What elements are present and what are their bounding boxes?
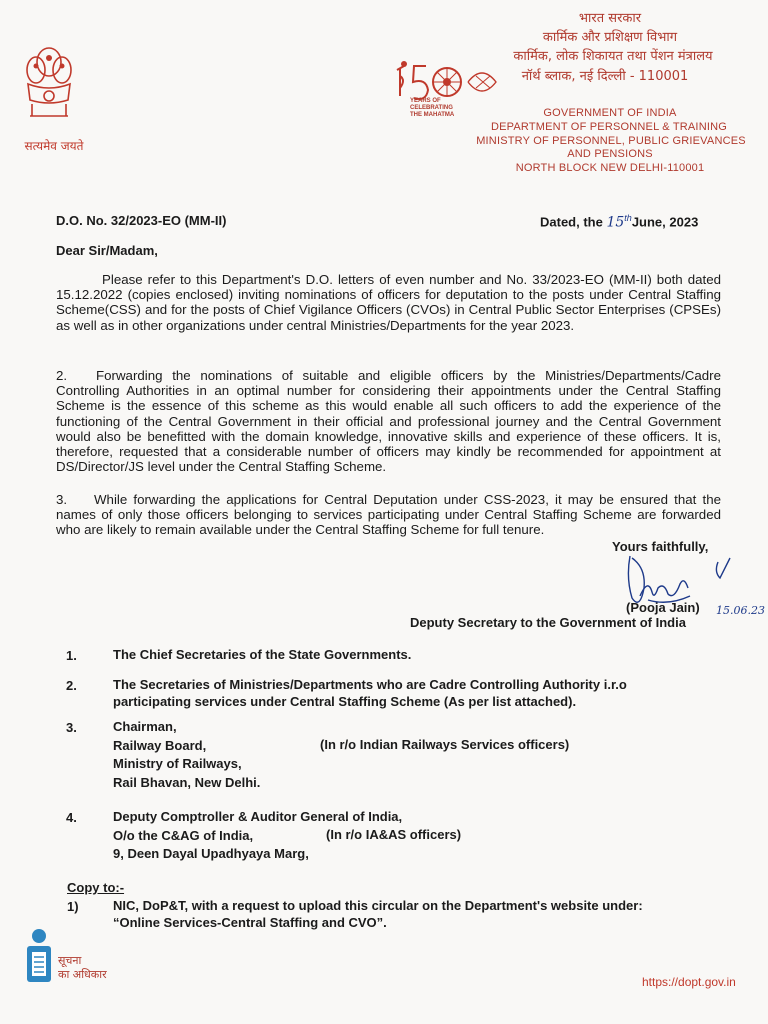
handwritten-date-day: 15 <box>606 214 625 231</box>
paragraph-2: 2. Forwarding the nominations of suitable and eligible officers by the Ministries/Departments/Cadre Controlling Authorities in an optimal number for considering their appointments under the Central Staffing Scheme is the essence of this scheme as this would enable all such officers to add the experience of the functioning of the Central Government in their official and professional journey and the Central Government would also be benefitted with the domain knowledge, innovative skills and experience of these officers. It is, therefore, requested that a considerable number of officers may kindly be recommended for appointment at DS/Director/JS level under the Central Staffing Scheme. <box>56 368 721 474</box>
addressee-2-number: 2. <box>66 678 77 693</box>
emblem-motto: सत्यमेव जयते <box>24 139 84 153</box>
addressee-3-note: (In r/o Indian Railways Services officers) <box>320 737 570 752</box>
english-department-title: DEPARTMENT OF PERSONNEL & TRAINING <box>490 121 727 133</box>
addressee-4: Deputy Comptroller & Auditor General of India, O/o the C&AG of India, 9, Deen Dayal Upadhyaya Marg, <box>113 809 403 861</box>
closing: Yours faithfully, <box>612 539 709 554</box>
copy-to-heading: Copy to:- <box>67 880 125 895</box>
signatory-designation: Deputy Secretary to the Government of India <box>410 615 686 630</box>
hindi-department-title: कार्मिक और प्रशिक्षण विभाग <box>542 30 678 45</box>
addressee-1-number: 1. <box>66 648 77 663</box>
english-govt-title: GOVERNMENT OF INDIA <box>543 107 677 119</box>
addressee-4-note: (In r/o IA&AS officers) <box>326 827 462 842</box>
rti-label: सूचना का अधिकार <box>58 954 107 981</box>
hindi-ministry-title: कार्मिक, लोक शिकायत तथा पेंशन मंत्रालय <box>513 49 713 64</box>
english-ministry-title-cont: AND PENSIONS <box>567 148 653 160</box>
national-emblem <box>22 40 76 140</box>
addressee-1: The Chief Secretaries of the State Governments. <box>113 647 412 662</box>
rti-logo-icon <box>24 928 54 988</box>
salutation: Dear Sir/Madam, <box>56 243 158 258</box>
paragraph-2-number: 2. <box>56 368 68 383</box>
do-number: D.O. No. 32/2023-EO (MM-II) <box>56 213 227 228</box>
addressee-4-number: 4. <box>66 810 77 825</box>
addressee-2: The Secretaries of Ministries/Departments who are Cadre Controlling Authority i.r.o participating services under Central Staffing Scheme (As per list attached). <box>113 677 627 709</box>
letter-date: Dated, the 15thJune, 2023 <box>540 213 699 231</box>
hindi-address: नॉर्थ ब्लाक, नई दिल्ली - 110001 <box>521 69 689 84</box>
paragraph-1: Please refer to this Department's D.O. letters of even number and No. 33/2023-EO (MM-II) both dated 15.12.2022 (copies enclosed) inviting nominations of officers for deputation to the posts under Central Staffing Scheme(CSS) and for the posts of Chief Vigilance Officers (CVOs) in Central Public Sector Enterprises (CPSEs) as well as in other organizations under central Ministries/Departments for the year 2023. <box>56 272 721 333</box>
logo-caption: YEARS OF CELEBRATING THE MAHATMA <box>410 98 455 118</box>
addressee-3-number: 3. <box>66 720 77 735</box>
hindi-govt-title: भारत सरकार <box>578 11 642 26</box>
paragraph-3: 3. While forwarding the applications for Central Deputation under CSS-2023, it may be ensured that the names of only those officers belonging to services participating under Central Staffing Scheme are forwarded who are likely to remain available under the Central Staffing Scheme for full tenure. <box>56 492 721 538</box>
signatory-name: (Pooja Jain) <box>626 600 700 615</box>
paragraph-3-number: 3. <box>56 492 68 507</box>
website-link[interactable]: https://dopt.gov.in <box>642 975 736 989</box>
copy-to-1-number: 1) <box>67 899 79 914</box>
english-address: NORTH BLOCK NEW DELHI-110001 <box>515 162 705 174</box>
signature-date: 15.06.23 <box>716 604 765 617</box>
copy-to-1: NIC, DoP&T, with a request to upload this circular on the Department's website under: “Online Services-Central Staffing and CVO”. <box>113 898 643 930</box>
addressee-3: Chairman, Railway Board, Ministry of Railways, Rail Bhavan, New Delhi. <box>113 719 261 790</box>
english-ministry-title: MINISTRY OF PERSONNEL, PUBLIC GRIEVANCES <box>476 135 746 147</box>
